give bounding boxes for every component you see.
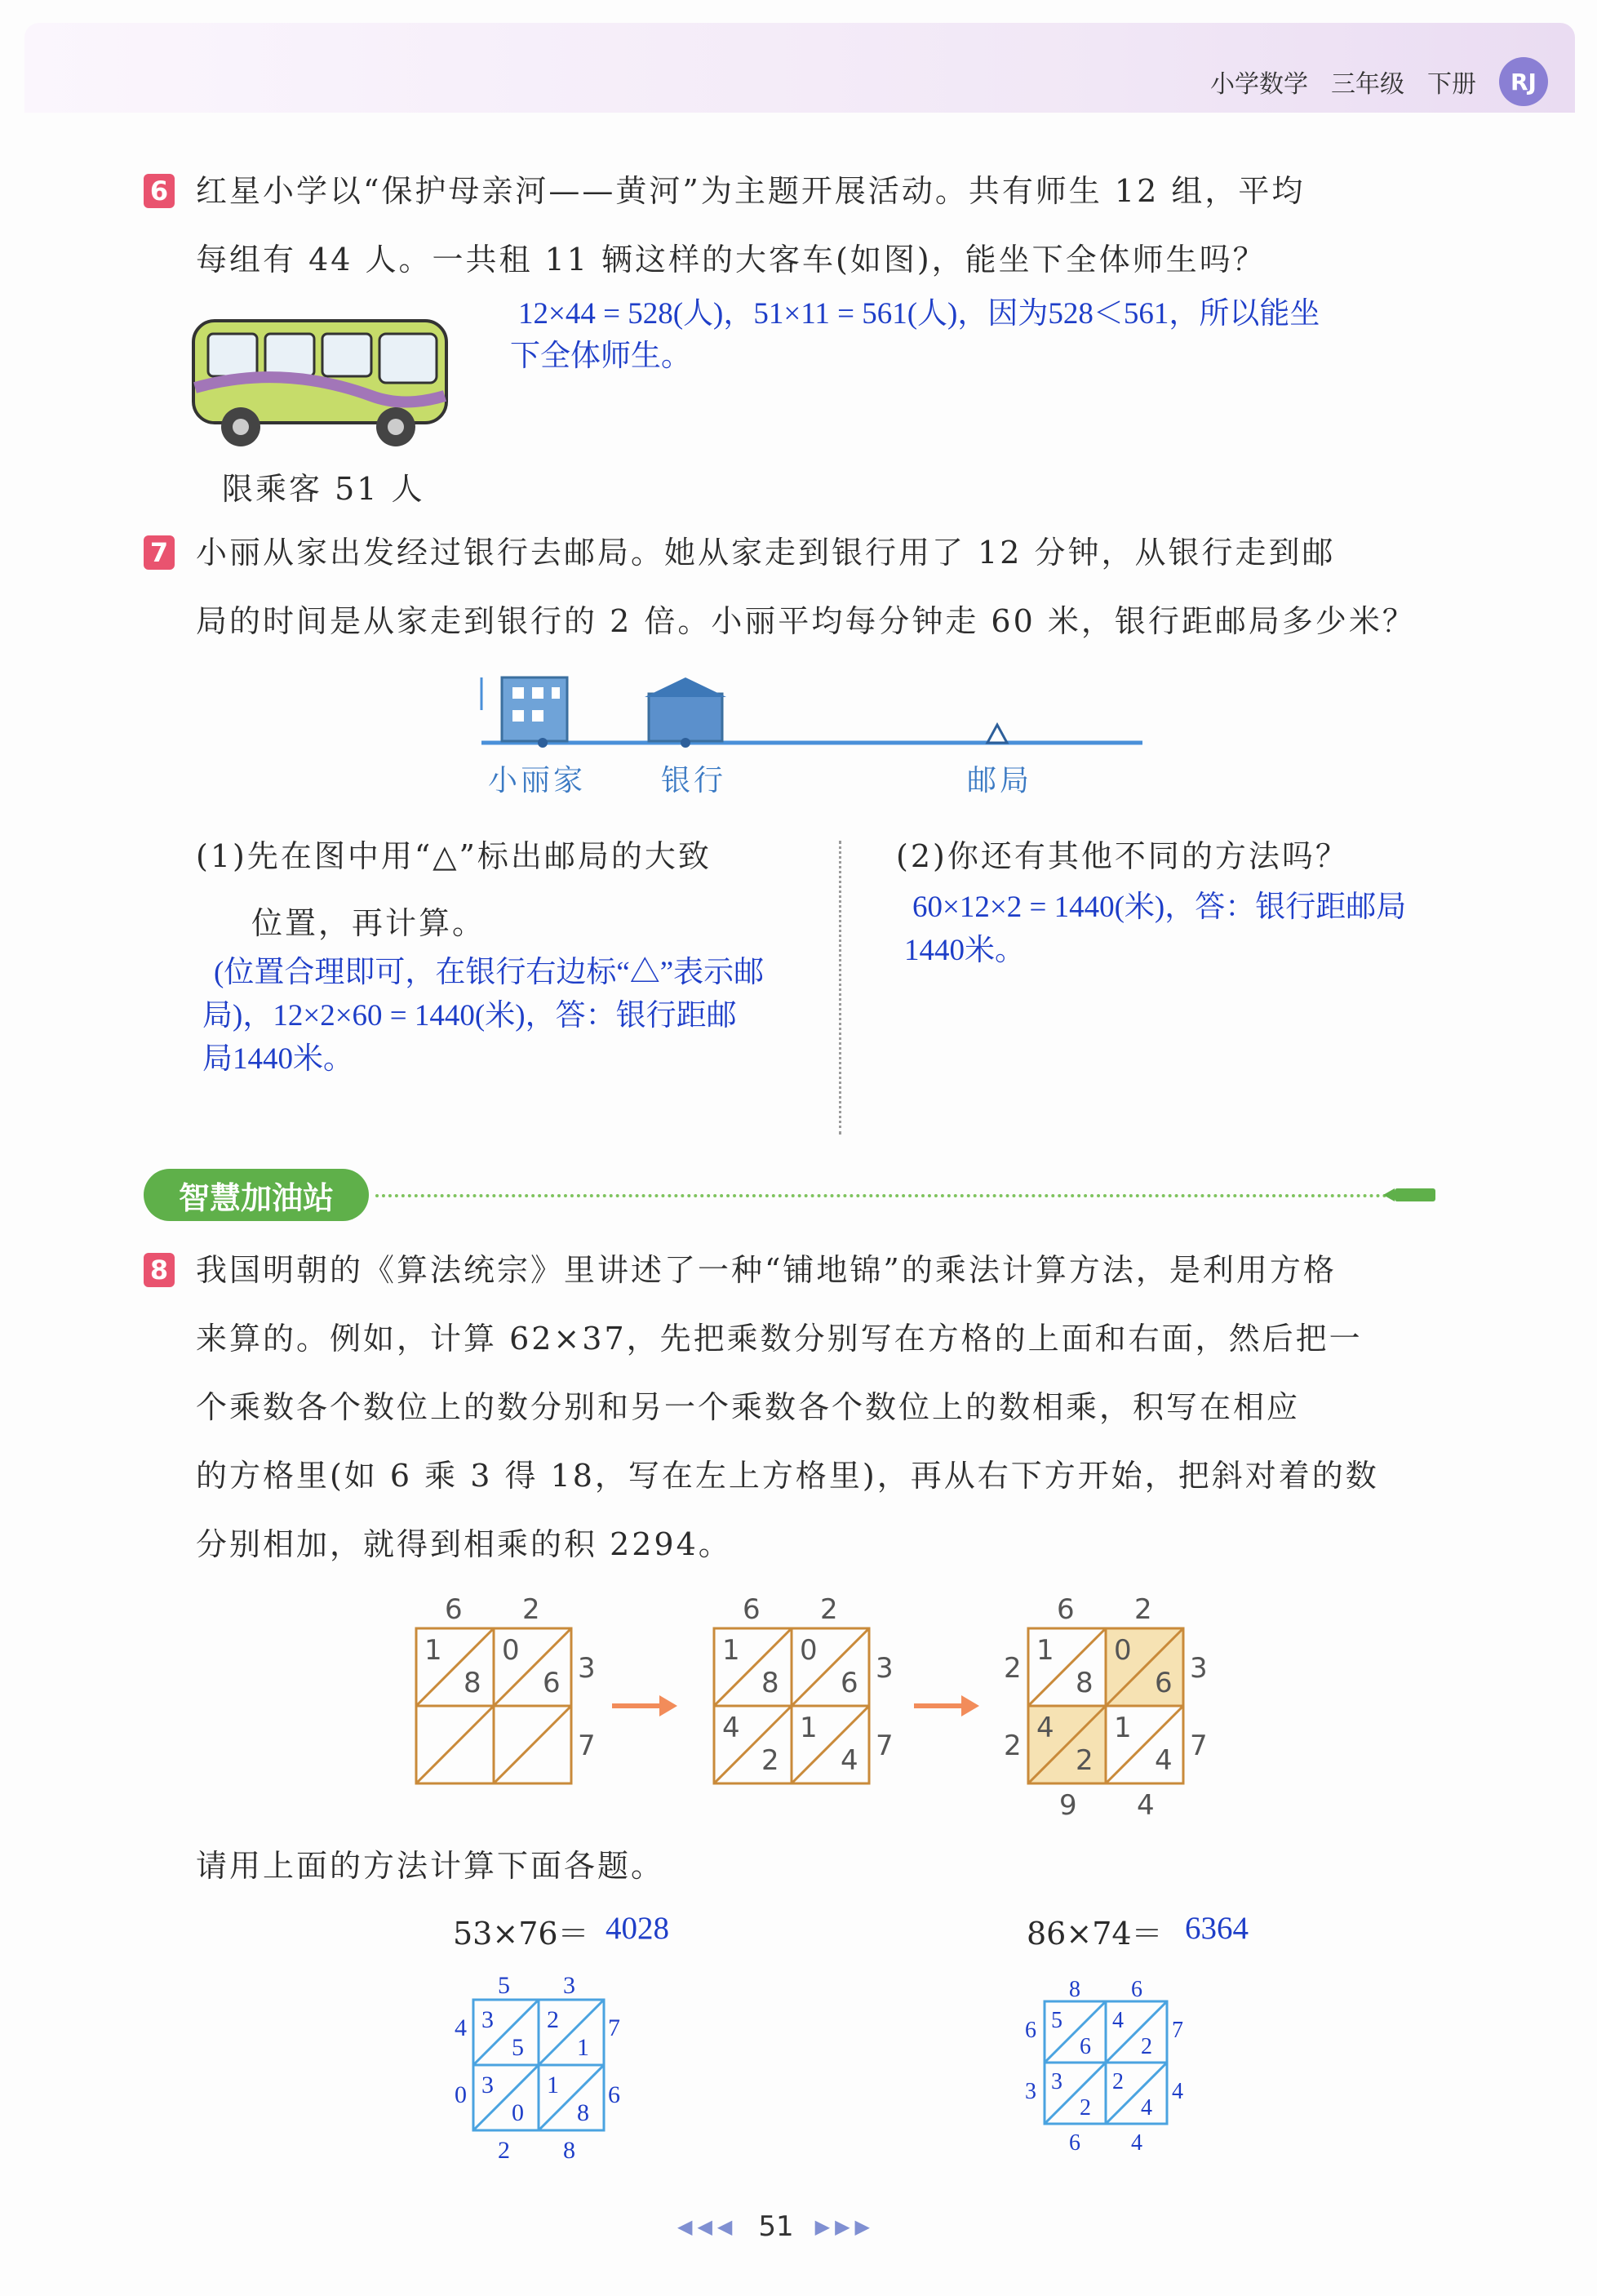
post-office-triangle-marker [987,725,1007,743]
arrow-right-icon-1 [612,1695,677,1716]
question-6-number: 6 [144,174,175,208]
edition-badge: RJ [1499,57,1548,106]
question-7-sub2-answer-1: 60×12×2 = 1440(米)，答：银行距邮局 [912,890,1407,924]
svg-text:1: 1 [722,1634,740,1667]
svg-text:4: 4 [1112,2008,1124,2033]
map-label-home: 小丽家 [488,764,587,797]
svg-text:3: 3 [563,1972,575,1999]
svg-text:7: 7 [578,1730,596,1762]
question-6-answer-line1: 12×44 = 528(人)，51×11 = 561(人)，因为528＜561，所以能坐 [518,297,1320,331]
svg-text:6: 6 [608,2081,620,2108]
question-7-sub2-line1: (2)你还有其他不同的方法吗？ [896,838,1349,874]
svg-text:2: 2 [761,1744,779,1777]
map-label-bank: 银行 [661,764,727,797]
section-dotted-line [375,1194,1387,1197]
map-label-post-office: 邮局 [967,764,1033,797]
svg-text:5: 5 [1051,2008,1062,2033]
bank-building-icon [649,694,722,741]
question-6-line2: 每组有 44 人。一共租 11 辆这样的大客车(如图)，能坐下全体师生吗？ [196,242,1267,278]
question-8-line3: 个乘数各个数位上的数分别和另一个乘数各个数位上的数相乘，积写在相应 [196,1389,1301,1425]
svg-text:0: 0 [512,2099,524,2126]
question-8-line1: 我国明朝的《算法统宗》里讲述了一种“铺地锦”的乘法计算方法，是利用方格 [196,1252,1337,1288]
svg-text:0: 0 [455,2081,467,2108]
svg-text:1: 1 [547,2072,559,2098]
left-arrows-icon: ◀◀◀ [677,2215,738,2238]
svg-text:5: 5 [512,2034,524,2061]
example-grid-3 [1004,1593,1208,1822]
exercise-2-answer: 6364 [1185,1911,1249,1946]
svg-text:4: 4 [1141,2095,1152,2121]
svg-text:4: 4 [1137,1789,1155,1822]
question-8-line5: 分别相加，就得到相乘的积 2294。 [196,1526,732,1562]
svg-text:2: 2 [522,1593,540,1626]
exercise-1-grid [445,1967,649,2171]
page-footer [677,2210,875,2243]
svg-text:3: 3 [876,1652,894,1685]
svg-text:4: 4 [1036,1712,1054,1744]
svg-text:6: 6 [1069,2130,1080,2156]
example-grid-1 [416,1593,596,1783]
svg-text:4: 4 [1172,2079,1183,2104]
page-header [1210,57,1548,106]
svg-text:0: 0 [1114,1634,1132,1667]
svg-text:0: 0 [800,1634,818,1667]
svg-text:6: 6 [1131,1977,1142,2002]
bus-illustration [184,306,461,461]
svg-text:2: 2 [1112,2069,1124,2094]
svg-text:6: 6 [743,1593,761,1626]
svg-text:2: 2 [547,2006,559,2033]
svg-text:8: 8 [464,1667,481,1699]
question-7-number: 7 [144,535,175,570]
question-7-sub1-line1: (1)先在图中用“△”标出邮局的大致 [196,838,712,874]
question-7-sub1-answer-2: 局)，12×2×60 = 1440(米)，答：银行距邮 [202,999,737,1033]
question-6-answer-line2: 下全体师生。 [510,340,691,373]
svg-text:3: 3 [1190,1652,1208,1685]
svg-text:8: 8 [563,2137,575,2164]
question-8-number: 8 [144,1253,175,1287]
question-8-line4: 的方格里(如 6 乘 3 得 18，写在左上方格里)，再从右下方开始，把斜对着的数 [196,1458,1379,1494]
header-volume: 下册 [1427,70,1476,99]
header-grade: 三年级 [1331,70,1404,99]
svg-text:6: 6 [841,1667,858,1699]
svg-text:3: 3 [481,2006,494,2033]
home-building-icon [502,677,567,741]
page-number: 51 [758,2210,794,2243]
question-7-sub2-answer-2: 1440米。 [904,934,1025,967]
svg-text:5: 5 [498,1972,510,1999]
svg-text:4: 4 [1131,2130,1142,2156]
question-7-sub1-answer-1: (位置合理即可，在银行右边标“△”表示邮 [214,956,765,989]
svg-text:6: 6 [445,1593,463,1626]
question-7-line2: 局的时间是从家走到银行的 2 倍。小丽平均每分钟走 60 米，银行距邮局多少米？ [196,603,1416,639]
exercise-1-expression: 53×76＝ [453,1916,589,1952]
question-7-line1: 小丽从家出发经过银行去邮局。她从家走到银行用了 12 分钟，从银行走到邮 [196,535,1336,571]
svg-text:1: 1 [577,2034,589,2061]
exercise-1-answer: 4028 [606,1911,669,1946]
svg-text:1: 1 [800,1712,818,1744]
svg-text:2: 2 [1004,1730,1022,1762]
example-grid-2 [714,1593,894,1783]
svg-text:6: 6 [1057,1593,1075,1626]
svg-text:4: 4 [722,1712,740,1744]
svg-text:2: 2 [498,2137,510,2164]
svg-text:2: 2 [1004,1652,1022,1685]
svg-text:7: 7 [1172,2018,1183,2043]
svg-text:1: 1 [1114,1712,1132,1744]
svg-text:3: 3 [481,2072,494,2098]
pencil-icon [1383,1184,1440,1206]
svg-text:6: 6 [1080,2034,1091,2059]
svg-text:3: 3 [578,1652,596,1685]
svg-text:4: 4 [841,1744,858,1777]
svg-text:2: 2 [1141,2034,1152,2059]
question-7-sub1-answer-3: 局1440米。 [202,1042,353,1076]
svg-text:6: 6 [543,1667,561,1699]
question-6-line1: 红星小学以“保护母亲河——黄河”为主题开展活动。共有师生 12 组，平均 [196,173,1306,209]
question-7-sub1-line2: 位置，再计算。 [251,905,486,941]
exercise-2-grid [1018,1975,1206,2163]
svg-text:2: 2 [1080,2095,1091,2121]
svg-text:7: 7 [1190,1730,1208,1762]
question-8-line2: 来算的。例如，计算 62×37，先把乘数分别写在方格的上面和右面，然后把一 [196,1321,1363,1357]
section-title: 智慧加油站 [144,1169,369,1221]
svg-text:8: 8 [1069,1977,1080,2002]
svg-text:2: 2 [1134,1593,1152,1626]
svg-text:6: 6 [1025,2018,1036,2043]
svg-text:7: 7 [608,2014,620,2041]
svg-text:4: 4 [1155,1744,1173,1777]
svg-text:8: 8 [577,2099,589,2126]
svg-text:2: 2 [1076,1744,1094,1777]
svg-text:6: 6 [1155,1667,1173,1699]
svg-text:8: 8 [761,1667,779,1699]
svg-text:7: 7 [876,1730,894,1762]
svg-text:2: 2 [820,1593,838,1626]
svg-text:8: 8 [1076,1667,1094,1699]
svg-text:1: 1 [1036,1634,1054,1667]
right-arrows-icon: ▶▶▶ [814,2215,876,2238]
svg-text:3: 3 [1051,2069,1062,2094]
svg-text:4: 4 [455,2014,467,2041]
svg-text:3: 3 [1025,2079,1036,2104]
svg-text:9: 9 [1059,1789,1077,1822]
lattice-multiplication-example [400,1588,1232,1824]
exercise-2-expression: 86×74＝ [1027,1916,1163,1952]
svg-text:1: 1 [424,1634,442,1667]
column-divider [839,841,841,1135]
question-8-instruction: 请用上面的方法计算下面各题。 [196,1848,665,1884]
svg-text:0: 0 [502,1634,520,1667]
bus-capacity-caption: 限乘客 51 人 [222,471,425,507]
header-subject: 小学数学 [1210,70,1308,99]
arrow-right-icon-2 [914,1695,979,1716]
